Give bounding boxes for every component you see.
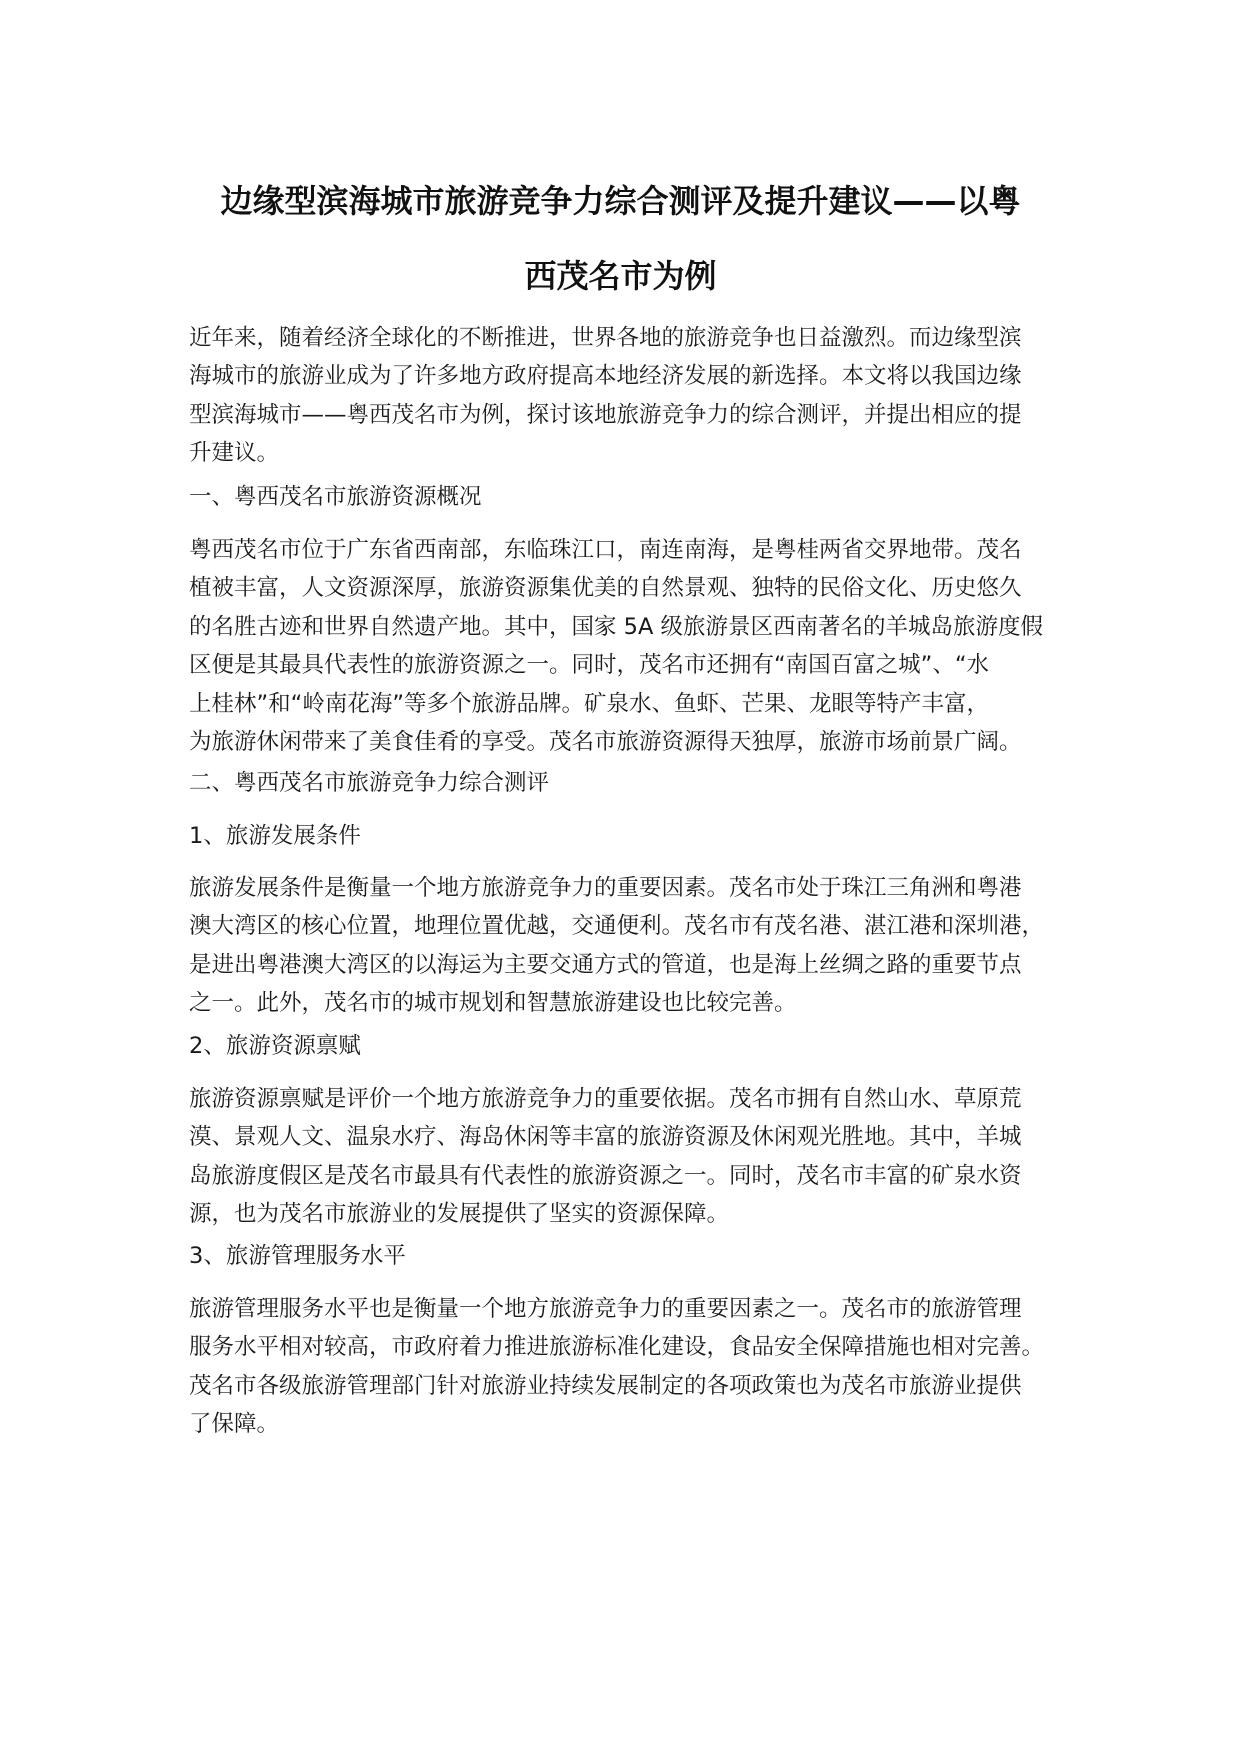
subsection-3-heading: 3、旅游管理服务水平 [189, 1243, 406, 1269]
subsection-1-line: 之一。此外，茂名市的城市规划和智慧旅游建设也比较完善。 [189, 990, 797, 1017]
section-1-paragraph [189, 531, 1043, 761]
subsection-3-line: 服务水平相对较高，市政府着力推进旅游标准化建设，食品安全保障措施也相对完善。 [189, 1334, 1045, 1361]
subsection-1-line: 旅游发展条件是衡量一个地方旅游竞争力的重要因素。茂名市处于珠江三角洲和粤港 [189, 875, 1022, 901]
subsection-2-line: 漠、景观人文、温泉水疗、海岛休闲等丰富的旅游资源及休闲观光胜地。其中，羊城 [189, 1124, 1022, 1151]
intro-line: 升建议。 [189, 440, 280, 467]
section-1-heading: 一、粤西茂名市旅游资源概况 [189, 484, 482, 510]
subsection-1-heading: 1、旅游发展条件 [189, 823, 361, 849]
subsection-3-line: 了保障。 [189, 1411, 280, 1438]
subsection-2-line: 旅游资源禀赋是评价一个地方旅游竞争力的重要依据。茂名市拥有自然山水、草原荒 [189, 1086, 1022, 1112]
subsection-1-paragraph [189, 869, 1044, 1023]
subsection-2-line: 岛旅游度假区是茂名市最具有代表性的旅游资源之一。同时，茂名市丰富的矿泉水资 [189, 1162, 1022, 1189]
section-1-line: 粤西茂名市位于广东省西南部，东临珠江口，南连南海，是粤桂两省交界地带。茂名 [189, 537, 1022, 563]
intro-line: 近年来，随着经济全球化的不断推进，世界各地的旅游竞争也日益激烈。而边缘型滨 [189, 325, 1022, 351]
intro-line: 海城市的旅游业成为了许多地方政府提高本地经济发展的新选择。本文将以我国边缘 [189, 363, 1022, 390]
subsection-1-line: 是进出粤港澳大湾区的以海运为主要交通方式的管道，也是海上丝绸之路的重要节点 [189, 951, 1022, 978]
subsection-3-line: 茂名市各级旅游管理部门针对旅游业持续发展制定的各项政策也为茂名市旅游业提供 [189, 1372, 1022, 1399]
subsection-2-line: 源，也为茂名市旅游业的发展提供了坚实的资源保障。 [189, 1201, 730, 1228]
intro-line: 型滨海城市——粤西茂名市为例，探讨该地旅游竞争力的综合测评，并提出相应的提 [189, 401, 1022, 428]
section-1-line: 上桂林”和“岭南花海”等多个旅游品牌。矿泉水、鱼虾、芒果、龙眼等特产丰富， [189, 690, 989, 717]
subsection-3-paragraph [189, 1290, 1044, 1444]
document-title-line-1: 边缘型滨海城市旅游竞争力综合测评及提升建议——以粤 [220, 182, 1021, 220]
subsection-1-line: 澳大湾区的核心位置，地理位置优越，交通便利。茂名市有茂名港、湛江港和深圳港， [189, 913, 1045, 940]
section-1-line: 植被丰富，人文资源深厚，旅游资源集优美的自然景观、独特的民俗文化、历史悠久 [189, 575, 1022, 602]
section-1-line: 为旅游休闲带来了美食佳肴的享受。茂名市旅游资源得天独厚，旅游市场前景广阔。 [189, 728, 1022, 755]
subsection-3-line: 旅游管理服务水平也是衡量一个地方旅游竞争力的重要因素之一。茂名市的旅游管理 [189, 1296, 1022, 1322]
subsection-2-paragraph [189, 1080, 1022, 1234]
section-1-line: 的名胜古迹和世界自然遗产地。其中，国家 5A 级旅游景区西南著名的羊城岛旅游度假 [189, 613, 1044, 640]
intro-paragraph [189, 319, 1022, 473]
subsection-2-heading: 2、旅游资源禀赋 [189, 1033, 361, 1059]
section-2-heading: 二、粤西茂名市旅游竞争力综合测评 [189, 770, 550, 796]
section-1-line: 区便是其最具代表性的旅游资源之一。同时，茂名市还拥有“南国百富之城”、“水 [189, 652, 989, 679]
document-title-line-2: 西茂名市为例 [524, 257, 717, 295]
